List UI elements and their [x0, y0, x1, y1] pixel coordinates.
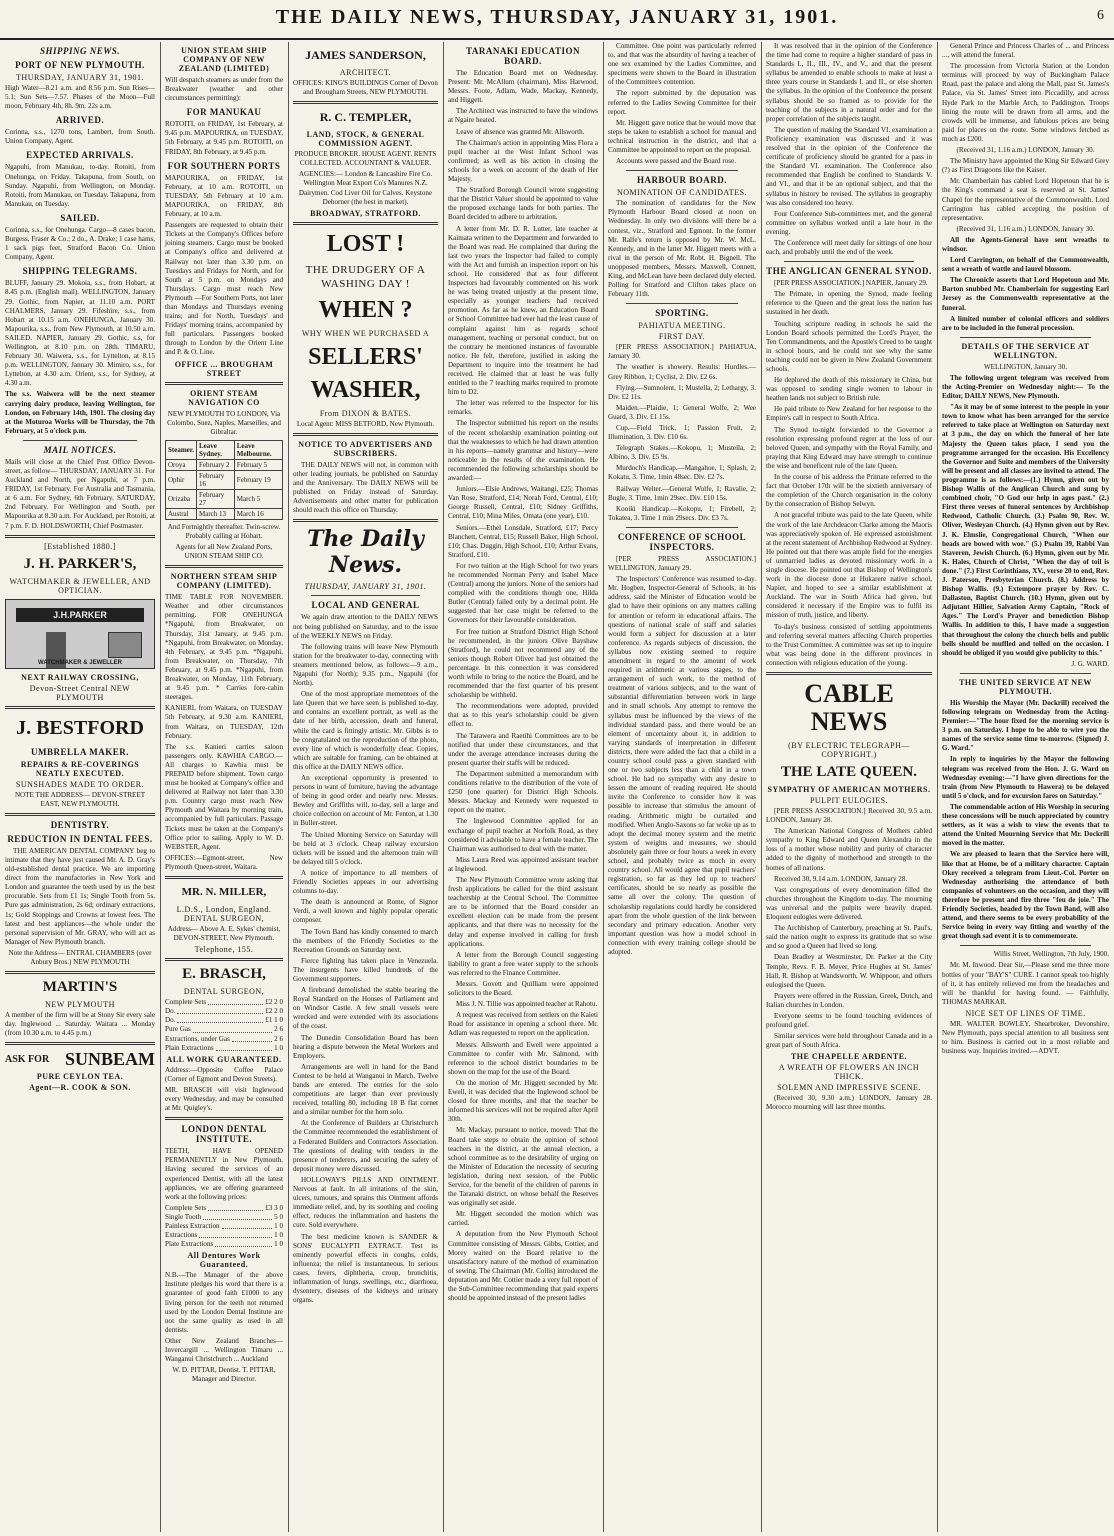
shipping-news-heading: SHIPPING NEWS. [39, 46, 120, 56]
miller-name: MR. N. MILLER, [181, 886, 267, 898]
pure-ceylon: PURE CEYLON TEA. [36, 1072, 124, 1082]
list-item: The report submitted by the deputation was referred to the Ladies Sewing Committee for their report. [608, 89, 756, 116]
ldi-branches: Other New Zealand Branches— Invercargill ... Wellington Timaru ... Wanganui Christchurch ... Auckland [165, 1336, 283, 1364]
sunbeam-ad [5, 1049, 155, 1070]
synod-heading: THE ANGLICAN GENERAL SYNOD. [766, 266, 932, 277]
ldi-fees [165, 1204, 283, 1249]
list-item: Maiden.—Plaidie, 1; General Wolfe, 2; Wee Guard, 3. Div. £1 15s. [608, 403, 756, 421]
expected-heading: EXPECTED ARRIVALS. [26, 150, 134, 161]
port-date: THURSDAY, JANUARY 31, 1901. [16, 73, 144, 82]
northern-offices: OFFICES:—Egmont-street, New Plymouth Queen-street, Waitara. [165, 853, 283, 871]
orient-route: NEW PLYMOUTH TO LONDON, Via Colombo, Suez, Naples, Marseilles, and Gibraltar. [167, 409, 281, 436]
northern-heading: NORTHERN STEAM SHIP COMPANY (LIMITED). [170, 572, 278, 591]
list-item: Prayers were offered in the Russian, Greek, Dutch, and Italian churches in London. [766, 991, 932, 1009]
notice-heading: NOTICE TO ADVERTISERS AND SUBSCRIBERS. [298, 439, 433, 458]
list-item: A letter from the Borough Council suggesting liability to grant a free water supply to the schools was referred to the Finance Committee. [448, 950, 598, 977]
list-item: The Inspectors' Conference was resumed to-day. Mr. Hogben, Inspector-General of Schools, in his address, said the Minister of Education would be glad to have their opinions on any matters calling for attention or reform in educational affairs. The questions of national scale of staff and salaries would form a subject for discussion at a later conference. As regards subjects of discussion, the syllabus now existing seemed to require amendment in regard to the amount of work required in arithmetic at various stages, to the arrangement of such work, to the method of treatment of various subjects, and to the want of substantial differentiation between work in large and in small schools. Any attempt to remove the syllabus must be influenced by the views of the individual standard pass, and there would be an element of uncertainty about it, in addition to varying standards of interpretation in different districts, there were added the fact that a child in a country school could pass a given standard with one or two subjects less than a child in a town school. He had no sympathy with any desire to lessen the amount of reading required. He should invite the Conference to consider how it was possible to increase that stimulus the amount of reading. Arithmetic might be curtailed and modified. When Anglo-Saxons so far woke up as to adopt the decimal money system and the metric system of weights and measures, we should absolutely gain three or four hours a week in every school, and probably twice as much in every country school. All would agree that pupil teachers' registration, so far as they led up to teachers' certificates, should be so nearly as possible the same all over the colony. The question of scholarship regulations could hardly be considered apart from the whole question of the link between secondary and primary education. Another very important question was how a model school in connection with every training college should be adopted. [608, 575, 756, 956]
list-item: The Stratford Borough Council wrote suggesting that the District Valuer should be appointed to value the proposed exchange lands for both parties. The Board decided to adhere to arbitration. [448, 186, 598, 222]
list-item: [PER PRESS ASSOCIATION.] WELLINGTON, January 29. [608, 554, 756, 573]
sporting-heading: SPORTING. [655, 308, 709, 319]
lord-carrington-text: Lord Carrington, on behalf of the Commonwealth, sent a wreath of wattle and laurel blossom. [942, 256, 1109, 274]
list-item: J. G. WARD. [1071, 659, 1109, 668]
local-agent: Local Agent: MISS BETFORD, New Plymouth. [296, 419, 435, 428]
column-6 [761, 42, 937, 1532]
tides: High Water—8.21 a.m. and 8.56 p.m. Sun Rises—5.1; Sun Sets—7.57. Phases of the Moon—Full moon, February 4th, 8h. 9m. 22s a.m. [5, 84, 155, 111]
list-item: Messrs. Govett and Quilliam were appointed solicitors to the Board. [448, 980, 598, 998]
ldi-notice: N.B.—The Manager of the above Institute pledges his word that there is a guarantee of good faith £1000 to any living person for the teeth not returned used by the London Dental Institute are not the same quality as used in all dentists. [165, 1271, 283, 1334]
parker-address: Devon-Street Central NEW PLYMOUTH [29, 683, 131, 702]
list-item: The following trains will leave New Plymouth station for the breakwater to-day, connecting with steamers mentioned below, as follows:—9 a.m., Ngapuhi (for North); 9.35 p.m., Ngapuhi (for North). [293, 642, 438, 688]
brasch-address: Address:—Opposite Coffee Palace (Corner of Egmont and Devon Streets). [165, 1065, 283, 1083]
list-item: The letter was referred to the Inspector for his remarks. [448, 399, 598, 417]
harbour-board-text: The nomination of candidates for the New Plymouth Harbour Board closed at noon on Wednesday. In only two divisions will there be a contest, viz., Stratford and Egmont. In the former Mr. Ralfe's return is opposed by Mr. W. McL. Kennedy, and in the latter Mr. Higgett meets with a rival in the person of Mr. Robt. H. Bignell. The unopposed members, Messrs. Maxwell, Connett, King, and McLean have been declared duly elected. Polling for Stratford and Clifton takes place on February 11th. [608, 199, 756, 299]
american-mothers-heading: SYMPATHY OF AMERICAN MOTHERS. [767, 785, 931, 794]
education-board-heading: TARANAKI EDUCATION BOARD. [466, 46, 580, 66]
parker-shop-engraving [5, 599, 155, 669]
parker-name: J. H. PARKER'S, [23, 555, 137, 572]
list-item: Kooiki Handicap.—Kokopu, 1; Firebell, 2; Tokatea, 3. Time 1 min 29secs. Div. £3 7s. [608, 504, 756, 522]
sanderson-title: ARCHITECT. [339, 68, 392, 77]
list-item: A deputation from the New Plymouth School Committee consisting of Messrs. Gibbs, Cottier, and Morey waited on the Board relative to the unsatisfactory nature of the method of examination of sewing. The Chairman (Mr. Collis) introduced the deputation and Mr. Cottier made a very full report of the Sub-Committee recommending that paid experts should be appointed instead of the present ladies [448, 1230, 598, 1303]
local-general-heading: LOCAL AND GENERAL [311, 600, 420, 611]
list-item: The Inspector submitted his report on the results of the recent scholarship examination pointing out that the weaknesses to which he had drawn attention in his reports—namely grammar and history—were noticeable in the results of the examination. He recommended the following scholarships should be awarded:— [448, 419, 598, 483]
list-item: The Archbishop of Canterbury, preaching at St. Paul's, said the nation ought to express its gratitude that so wise and so good a Queen had lived so long. [766, 924, 932, 951]
agents-general-text: All the Agents-General have sent wreaths to windsor. [942, 235, 1109, 253]
table-row: Oroya February 2 February 5 [166, 459, 283, 470]
list-item: The recommendations were adopted, provided that as to this year's scholarship could be given effect to. [448, 702, 598, 729]
ministry-text: The Ministry have appointed the King Sir Edward Grey (?) as First Dragoons like the Kaiser. [942, 157, 1109, 175]
list-item: Plain Extractions 1 0 [165, 1043, 283, 1052]
list-item: Murdoch's Handicap.—Mangahoe, 1; Splash, 2; Kokatu, 3. Time, 1min 48sec. Div. £2 7s. [608, 464, 756, 482]
list-item: It was resolved that in the opinion of the Conference the time had come to require a higher standard of pass in Standards I., II., III., IV., and V., and that the present syllabus be amended to enable schools to make at least a three years course in Standards I. and II., or else shorten the syllabus. In the opinion of the Conference the present syllabus should be so framed as to provide for the teaching of the subjects in a natural order and for the proper correlation of the subjects taught. [766, 42, 932, 123]
brasch-visit: MR. BRASCH will visit Inglewood every Wednesday, and may be consulted at Mr. Quigley's. [165, 1085, 283, 1113]
list-item: He paid tribute to New Zealand for her response to the Empire's call in respect to South Africa. [766, 405, 932, 423]
list-item: At the Conference of Builders at Christchurch the Committee recommended the establishment of a Federated Builders and Contractors Association. The questions of dealing with tenders in the presence of tenderers, and securing the safety of deposit money were discussed. [293, 1119, 438, 1173]
limited-officers-text: A limited number of colonial officers and soldiers are to be included in the funeral procession. [942, 314, 1109, 332]
first-day: FIRST DAY. [658, 332, 706, 342]
cable-news-subheading: (BY ELECTRIC TELEGRAPH—COPYRIGHT.) [788, 741, 910, 759]
list-item: The best medicine known is SANDER & SONS' EUCALYPTI EXTRACT. Test its eminently powerful effects in coughs, colds, influenza; the relief is instantaneous. In serious cases, fevers, diphtheria, croup, bronchitis, inflammation of lungs, swellings, etc., diarrhoea, dysentery, diseases of the kidneys and urinary organs. [293, 1232, 438, 1305]
column-4 [443, 42, 603, 1532]
list-item: For two tuition at the High School for two years he recommended Norman Perry and Isabel Mace (Central) among the juniors. None of the seniors had complied with the conditions though one, Hilda Butler (Central) failed only by a decimal point. He suggested that her case might be referred to the Governors for their favourable consideration. [448, 561, 598, 625]
daily-news-date: THURSDAY, JANUARY 31, 1901. [304, 582, 427, 592]
lost-heading: LOST ! [326, 230, 405, 257]
pulpit-eulogies: PULPIT EULOGIES. [809, 796, 889, 805]
umbrella-maker: UMBRELLA MAKER. [30, 746, 129, 757]
list-item: Dean Bradley at Westminster, Dr. Parker at the City Temple, Revs. F. B. Meyer, Price Hughes at St. James' Hall, R. Bishop at Wandsworth, W. Whippoor, and others eulogised the Queen. [766, 953, 932, 989]
waiwera-notice: The s.s. Waiwera will be the next steamer carrying dairy produce, leaving Wellington, for London, on February 14th, 1901. The closing day at the Moturoa Works will be Thursday, the 7th February, at 5 o'clock p.m. [5, 390, 155, 435]
dixon-bates: From DIXON & BATES. [319, 408, 412, 418]
list-item: Seniors.—Ethel Lonsdale, Stratford, £17; Percy Blanchett, Central, £15; Russell Baker, High School, £10; Chas. Duggin, High School, £10; Arthur Evans, Stratford, £10. [448, 523, 598, 559]
inspectors-heading: CONFERENCE OF SCHOOL INSPECTORS. [617, 531, 747, 552]
ldi-guarantee: All Dentures Work Guaranteed. [187, 1251, 261, 1270]
list-item: The Conference will meet daily for sittings of one hour each, and probably until the end of the week. [766, 238, 932, 257]
willis-street: Willis Street, Wellington, 7th July, 1900. [993, 950, 1109, 959]
list-item: The Tarawera and Raetihi Committees are to be notified that under these circumstances, and that under the average attendance increases during the present quarter their staffs will be reduced. [448, 731, 598, 767]
brasch-fees [165, 998, 283, 1053]
chapelle-text: (Received 30, 9.30 a.m.) LONDON, January 28. Morocco mourning will last three months. [766, 1094, 932, 1112]
list-item: To-day's business consisted of settling appointments and referring several matters affecting Church properties to the Trust Committee. A committee was set up to inquire what was being done in the different provinces in connection with religious education of the young. [766, 622, 932, 667]
list-item: The Inglewood Committee applied for an exchange of pupil teacher at Norfolk Road, as they considered it advisable to have a female teacher. The Chairman was authorised to deal with the matter. [448, 817, 598, 853]
bestford-address: NOTE THE ADDRESS— DEVON-STREET EAST, NEW PLYMOUTH. [14, 790, 146, 808]
bestford-name: J. BESTFORD [16, 716, 144, 739]
washer-heading: WASHER, [310, 376, 421, 403]
expected-text: Ngapuhi, from Manukau, to-day. Rotoiti, from Onehunga, on Friday. Takapuna, from South, on Sunday. Ngapuhi, from Wellington, on Monday. Rotoiti, from Manukau, on Tuesday. Takapuna, from Manukau, on Tuesday. [5, 163, 155, 208]
miller-telephone: Telephone, 155. [194, 945, 254, 955]
list-item: Cup.—Field Trick, 1; Passion Fruit, 2; Illumination, 3. Div. £10 6s. [608, 424, 756, 442]
list-item: A request was received from settlers on the Kaieti Road for assistance in opening a school there. Mr. Adlam was requested to report on the application. [448, 1011, 598, 1038]
solemn-heading: SOLEMN AND IMPRESSIVE SCENE. [777, 1083, 921, 1093]
list-item: Similar services were held throughout Canada and in a great part of South Africa. [766, 1032, 932, 1050]
list-item: For free tuition at Stratford District High School he recommended, in the juniors Olive Bayshaw (Stratford), he could not recommend any of the seniors though Robert Oliver had just obtained the percentage. In this connection it was considered worth while to bring to the notice the Board, and he recommended that the first quarter of his present scholarship be withheld. [448, 627, 598, 700]
harbour-board-subheading: NOMINATION OF CANDIDATES. [616, 188, 748, 198]
list-item: The New Plymouth Committee wrote asking that fresh applications be called for the third assistant teachership at the Central School. The Committee are to be informed that the Board consider an excellent election can be made from the present applicants, and that there was no necessity for the delay and expense involved in calling for fresh applications. [448, 875, 598, 948]
established-label: [Established 1880.] [44, 541, 116, 551]
list-item: Received 30, 9.14 a.m. LONDON, January 28. [774, 874, 908, 883]
list-item: A notice of importance to all members of Friendly Societies appears in our advertising columns to-day. [293, 868, 438, 896]
list-item: We again draw attention to the DAILY NEWS not being published on Saturday, and to the issue of the WEEKLY NEWS on Friday. [293, 613, 438, 640]
union-passenger-text: Passengers are requested to obtain their Tickets at the Company's Offices before joining steamers. Cargo must be booked at Company's office and delivered at Railway not later than 3.30 p.m. on Tuesdays and Fridays for North, and for South at 5 p.m. on Mondays and Thursdays. Cargo must reach New Plymouth —For Southern Ports, not later than Mondays and Thursdays evening trains; and for North, Tuesdays' and Fridays' morning trains, accompanied by full particulars. Passengers booked through to London by the Orient Line and P. & O. Line. [165, 221, 283, 357]
martins-heading: MARTIN'S [42, 979, 118, 996]
list-item: One of the most appropriate mementoes of the late Queen that we have seen is published to-day, and contains an excellent portrait, as well as the date of her birth, accession, death and funeral, while the card is fittingly artistic. Mr. Gibbs is to be congratulated on the reproduction of the photo, every line of which is wonderfully clear. Copies, which are suitable for framing, can be obtained at this office at the DAILY NEWS office. [293, 690, 438, 771]
list-item: [PER PRESS ASSOCIATION.] NAPIER, January 29. [774, 279, 928, 288]
sanderson-offices: OFFICES: KING'S BUILDINGS Corner of Devon and Brougham Streets, NEW PLYMOUTH. [293, 79, 438, 97]
chamberlain-text: Mr. Chamberlain has cabled Lord Hopetoun that he is the King's command a seat is reserved at St. James' Chapel for the representative of the Commonwealth. Lord Carrington has cabled accepting the position of representative. [942, 177, 1109, 222]
list-item: The Department submitted a memorandum with conditions relative to the distribution of the vote of £250 (one quarter) for District High Schools. Messrs. Mackay and Kennedy were requested to report on the matter. [448, 769, 598, 815]
list-item: The United Morning Service on Saturday will be held at 3 o'clock. Cheap railway excursion tickets will be issued and the afternoon train will be delayed till 5 o'clock. [293, 830, 438, 866]
received-line-2: (Received 31, 1.16 a.m.) LONDON, January 30. [956, 224, 1095, 233]
list-item: On the motion of Mr. Higgett seconded by Mr. Ewell, it was decided that the Inglewood school be closed for three months, and that the teacher be informed his services will not be required after April 30th. [448, 1078, 598, 1124]
table-row: Austral March 13 March 16 [166, 508, 283, 519]
list-item: Arrangements are well in hand for the Band Contest to be held at Wanganui in March. Twelve bands are entered. The entries for the solo competitions are larger than ever previously received, totalling 80, including 18 B flat cornet and a similar number for the horn solo. [293, 1062, 438, 1117]
list-item: Painless Extraction 1 0 [165, 1221, 283, 1230]
page-number: 6 [1097, 8, 1104, 23]
list-item: A firebrand demolished the stable bearing the Royal Standard on the Houses of Parliament and on Windsor Castle. A few small vessels were wrecked and were extended with its associations of the coast. [293, 986, 438, 1031]
sailed-text: Corinna, s.s., for Onehunga. Cargo—8 cases bacon, Burgess, Fraser & Co.; 2 do., A. Drake; 1 case hams, 1 sack pigs feet, Stratford Bacon Co. Union Company, Agent. [5, 225, 155, 262]
list-item: Flying.—Sumnolent, 1; Mustella, 2; Lethargy, 3. Div. £2 11s. [608, 383, 756, 401]
list-item: In the course of his address the Primate referred to the fact that October 17th will be the sixtieth anniversary of the completion of the Church organisation in the colony by the consecration of Bishop Selwyn. [766, 473, 932, 509]
orient-sailings-table [165, 440, 283, 520]
harbour-board-heading: HARBOUR BOARD. [636, 175, 727, 186]
list-item: Miss J. N. Tillie was appointed teacher at Rahotu. [456, 1000, 598, 1009]
list-item: Do. £1 1 0 [165, 1016, 283, 1025]
list-item: [PER PRESS ASSOCIATION.] PAHIATUA, January 30. [608, 343, 756, 361]
railway-crossing: NEXT RAILWAY CROSSING, [21, 672, 139, 682]
chapelle-heading: THE CHAPELLE ARDENTE. [790, 1052, 908, 1062]
shipping-telegrams-text: BLUFF, January 29. Mokoia, s.s., from Hobart, at 8.45 p.m. (English mail). WELLINGTON, January 29. Gothic, from Napier, at 11.10 a.m. PORT CHALMERS, January 29. Fifeshire, s.s., from Hobart at 10.15 a.m. ONEHUNGA, January 30. Mapourika, s.s., from New Plymouth, at 10.50 a.m. SAILED. NAPIER, January 29. Gothic, s.s, for Wellington, at 8.10 p.m. on 28th. TIMARU, February 30. Waiwera, s.s., for Lyttelton, at 8.15 p.m. WELLINGTON, January 30. Mimiro, s.s., for Lyttelton, at 4.30 a.m. Orient, s.s., for Sydney, at 4.30 a.m. [5, 279, 155, 388]
list-item: The procession from Victoria Station at the London terminus will proceed by way of Buckingham Palace Road, past the palace and along the Mall, past St. James's Palace, via St. James' Street into Piccadilly, and across Hyde Park to the Marble Arch, to Paddington. Troops lining the route will be drawn from all arms, and the crowds will be immense, and fabulous prices are being paid for places on the route. Some windows fetched as much as £200. [942, 62, 1109, 143]
list-item: The Synod to-night forwarded to the Governor a resolution expressing profound regret at the loss of our beloved Queen, and sympathy with the Royal Family, and praying that King Edward may have strength to continue the wise and beneficent rule of the late Queen. [766, 425, 932, 470]
southern-text: MAPOURIKA, on FRIDAY, 1st February, at 10 a.m. ROTOITI, on TUESDAY, 5th February at 10 a.m. MAPOURIKA, on FRIDAY, 8th February, at 10 a.m. [165, 173, 283, 219]
column-1 [0, 42, 160, 1532]
mail-notices-text: Mails will close at the Chief Post Office Devon-street, as follow— THURSDAY, JANUARY 31. For Auckland and North, per Ngapuhi, at 7 p.m. FRIDAY, 1st February. For Australia and Tasmania, at 6 a.m. For Sydney, 6th February. SATURDAY, 2nd February. For Wellington and South, per Mapourika at 8.30 a.m. For Auckland, per Rotoiti, at 7 p.m. F. D. HOLDSWORTH, Chief Postmaster. [5, 457, 155, 530]
when-heading: WHEN ? [318, 296, 413, 323]
miller-address: Address— Above A. E. Sykes' chemist, DEVON-STREET, New Plymouth. [167, 925, 281, 943]
manukau-text: ROTOITI, on FRIDAY, 1st February, at 9.45 p.m. MAPOURIKA, on TUESDAY, 5th February, at 9.45 p.m. ROTOITI, on FRIDAY, 8th February, at 9.45 p.m. [165, 120, 283, 156]
shop-sign-lower: WATCHMAKER & JEWELLER [38, 659, 122, 666]
orient-fortnightly: And Fortnightly thereafter. Twin-screw. Probably calling at Hobart. [167, 522, 281, 540]
list-item: Miss Laura Reed was appointed assistant teacher at Inglewood. [448, 855, 598, 873]
ldi-intro: TEETH, HAVE OPENED PERMANENTLY in New Plymouth. Having secured the services of an experienced Dentist, with all the latest appliances, we are offering guaranteed work at the following prices: [165, 1147, 283, 1201]
list-item: A not graceful tribute was paid to the late Queen, while the work of the late Archdeacon Clarke among the Maoris was appreciatively spoken of. He expressed astonishment at the recent statement of Archbishop Redwood at Sydney. He pointed out that there was ample field for the energies of unmarried ladies as devoted missionary work in a single diocese. He pointed out that Bishop of Wellington's work in the diocese done at Hukarere native school, Napier, and hoped to see a similar establishment at Auckland. The war in South Africa had given, but considered it necessary if the Empire was to fulfil its mission of truth, justice, and liberty. [766, 511, 933, 620]
list-item: WELLINGTON, January 30. [983, 362, 1067, 371]
list-item: Plate Extractions 1 0 [165, 1240, 283, 1249]
list-item: In reply to inquiries by the Mayor the following telegram was received from the Hon. J. G. Ward on Wednesday evening:—"I have given directions for the train (from New Plymouth to Hawera) to be delayed until 5 o'clock, and for excursion fares on Saturday." [942, 755, 1109, 800]
details-heading: DETAILS OF THE SERVICE AT WELLINGTON. [961, 341, 1090, 360]
northern-text: TIME TABLE FOR NOVEMBER. Weather and other circumstances permitting. FOR ONEHUNGA *Ngapuhi, from Breakwater, on Thursday, 31st January, at 9.45 p.m. *Ngapuhi, from Breakwater, on Monday, 4th February, at 9.45 p.m. *Ngapuhi, from Breakwater, on Thursday, 7th February, at 9.45 p.m. *Ngapuhi, from Breakwater, on Monday, 11th February, at 9.45 p.m. * Carries fore-cabin steerages. [165, 593, 283, 702]
column-5 [603, 42, 761, 1532]
list-item: The Primate, in opening the Synod, made feeling reference to the Queen and the great loss the nation has sustained in her death. [766, 290, 932, 317]
list-item: The Education Board met on Wednesday. Present: Mr. McAllum (chairman), Miss Harwood, Messrs. Foote, Adlam, Wade, Mackay, Kennedy, and Higgett. [448, 69, 598, 105]
list-item: Juniors.—Elsie Andrews, Waitangi, £25; Thomas Van Rose, Stratford, £14; Norah Ford, Central, £10; George Russell, Central, £10; Sidney Griffiths, Central, £10; Mina Miles, Omata (one year), £10. [448, 485, 598, 521]
list-item: Mr. Higgett seconded the motion which was carried. [448, 1210, 598, 1228]
notice-text: THE DAILY NEWS will not, in common with other leading journals, be published on Saturday and the Anniversary. The DAILY NEWS will be published on Friday instead of Saturday. Advertisements and other matter for publication should reach this office on Thursday. [293, 460, 438, 515]
list-item: His Worship the Mayor (Mr. Dockrill) received the following telegram on Wednesday from the Acting-Premier:—"The hour fixed for the morning service is 3 p.m. on Saturday. I hope to be able to wire you the names of the service some time to-morrow. (Signed) J. G. Ward." [942, 698, 1109, 753]
brasch-name: E. BRASCH, [182, 966, 266, 983]
dentistry-address: Note the Address— ENTRAL CHAMBERS (over Anbury Bros.) NEW PLYMOUTH [8, 948, 152, 966]
list-item: The Dunedin Consolidation Board has been hearing a dispute between the Metal Workers and Employers. [293, 1033, 438, 1060]
why-line: WHY WHEN WE PURCHASED A [301, 328, 430, 338]
column-3 [288, 42, 443, 1532]
martins-town: NEW PLYMOUTH [45, 1000, 115, 1010]
list-item: A letter from Mr. D. R. Lutter, late teacher at Kaimata written to the Department and forwarded to the Board was read. He complained that during the last two years the Inspector had failed to comply with the Act and furnish an inspection report on his school. He considered that as four different Inspectors had favourably commented on his work he was being treated unjustly at the present time, especially as younger teachers had received promotion. As far as he knew, an Education Board or School Committee had ever had the least cause of complaint against him as regards school management, teaching or personal conduct, but on the contrary he mentioned instances of favourable notice. He felt, therefore, justified in asking the Department to inquire into the treatment he had received. He claimed that at least he was fully entitled to the 7 teaching marks required to promote him to D2. [448, 224, 598, 397]
column-2 [160, 42, 288, 1532]
templer-name: R. C. TEMPLER, [319, 110, 412, 125]
union-office: OFFICE ... BROUGHAM STREET [174, 359, 274, 378]
shop-sign: J.H.PARKER [16, 608, 144, 622]
united-service-heading: THE UNITED SERVICE AT NEW PLYMOUTH. [959, 677, 1092, 696]
list-item: Mr. Mackay, pursuant to notice, moved: That the Board take steps to obtain the opinion of school teachers in the district, at the annual election, a school committee as to the desirability of urging on the Minister of Education the necessity of securing legislation, during next session, of the Public Service, for the benefit of the children of parents in the Taranaki district, on whose behalf the Reserves was originally set aside. [448, 1126, 598, 1208]
union-intro: Will despatch steamers as under from the Breakwater (weather and other circumstances permitting): [165, 76, 283, 103]
list-item: Touching scripture reading in schools he said the London Board schools permitted the Lord's Prayer, the Ten Commandments, and the Apostle's Creed to be taught in school hours, and he could not see why the same teaching could not be given in New Zealand Government schools. [766, 319, 932, 373]
list-item: The weather is showery. Results: Hurdles.—Grey Ribbon, 1; Cyclist, 2. Div. £2 6s. [608, 363, 756, 381]
pahiatua-heading: PAHIATUA MEETING. [638, 321, 726, 331]
list-item: "As it may be of some interest to the people in your town to know what has been arranged for the service referred to take place at Wellington on Saturday next at 3 p.m., the day on which the funeral of her late Majesty the Queen takes place, I send you the programme arranged for the occasion. His Excellency the Governor and Suite and members of the University will be present and all classes are invited to attend. The programme is as follows:—(1.) Hymn, given out by Bishop Wallis of the Anglican Church and sung by combined choir, "O God our help in ages past." (2.) First three verses of funeral sentences by Archbishop Redwood, Catholic Church. (3.) Psalm 90, Rev. W. Oliver, Wesleyan Church. (4.) Hymn given out by Rev. J. K. Elmslie, Congregational Church, "When our heads are bowed with woe." (5.) Psalm 39, Rabbi Van Staveren, Jewish Church. (6.) Hymn, given out by Mr. K. Hales, Church of Christ, "When the day of toil is done." (7.) First Corinthians, XV., verse 20 to end, Rev. J. Paterson, Presbyterian Church. (8.) Address by Bishop Wallis. (9.) Extempore prayer by Rev. C. Dallaston, Baptist Church. (10.) Hymn, given out by Adjutant Hillier, Salvation Army Captain, "Rock of Ages." The Lord's Prayer and benediction Bishop Wallis. In addition to this, I have made a suggestion that throughout the colony the church bells and public bells should be muffled and tolled on the occasion. I should be obliged if you would give publicity to this." [942, 403, 1109, 657]
sailed-heading: SAILED. [60, 212, 100, 223]
list-item: The following urgent telegram was received from the Acting-Premier on Wednesday night:— To the Editor, DAILY NEWS, New Plymouth. [942, 373, 1109, 401]
list-item: The question of making the Standard VI. examination a Proficiency examination was discussed and it was resolved that in the opinion of the Conference the certificate of proficiency should be granted for a pass in the Standard VI. examination. The Conference also recommended that English be confined to Standards V. and VI., and that it be an optional subject, and that the syllabus in history be revised. The syllabus in geography was also considered too heavy. [766, 125, 932, 207]
column-7 [937, 42, 1114, 1532]
arrived-text: Corinna, s.s., 1270 tons, Lambert, from South. Union Company, Agent. [5, 128, 155, 146]
list-item: Do. £2 2 0 [165, 1007, 283, 1016]
cable-news-heading: CABLE NEWS [804, 679, 894, 736]
sanderson-name: JAMES SANDERSON, [305, 48, 426, 62]
templer-agencies: AGENCIES:— London & Lancashire Fire Co. Wellington Meat Export Co's Manures N.Z. Dairymen. Cod Liver Oil for Calves. Keystone Dehorner (the best in market). [298, 170, 433, 206]
list-item: Four Conference Sub-committees met, and the general committee on syllabus worked until a late hour in the evening. [766, 209, 932, 236]
masthead [0, 0, 1114, 40]
list-item: The American National Congress of Mothers cabled sympathy to King Edward and Queen Alexandra in the loss of a mother whose nobility and purity of character added to the dignity of motherhood and strength to the homes of all nations. [766, 827, 932, 872]
ask-for: ASK FOR [5, 1054, 50, 1066]
brasch-title: DENTAL SURGEON, [183, 987, 265, 997]
daily-news-title: The Daily News. [307, 526, 424, 579]
dentistry-text: THE AMERICAN DENTAL COMPANY beg to intimate that they have just caused Mr. A. D. Gray's old-established dental practice. We are importing direct from the manufactories in New York and London and guarantee the teeth used by us the best procurable. Sets from £1 1s; Single Tooth from 5s. Pure gas administration, 2s 6d; ordinary extractions, 1s; Gold Stoppings and Crowns at lowest fees. The latest and best appliances—the whole under the personal supervision of Mr. GRAY, who will act as Manager of New Plymouth branch. [5, 846, 155, 946]
list-item: [PER PRESS ASSOCIATION.] Received 30, 9.5 a.m. LONDON, January 28. [766, 807, 932, 825]
templer-title: LAND, STOCK, & GENERAL COMMISSION AGENT. [306, 130, 425, 149]
shop-window [108, 632, 142, 658]
list-item: Committee. One point was particularly referred to, and that was the absurdity of having a teacher of one sex examined by the Ladies Committee, and specimens were shown to the Board in illustration of the Committee's contention. [608, 42, 756, 87]
orient-agents: Agents for all New Zealand Ports, UNION STEAM SHIP CO. [175, 543, 273, 561]
list-item: Extractions, under Gas 2 6 [165, 1034, 283, 1043]
list-item: Pure Gas 2 6 [165, 1025, 283, 1034]
list-item: The Chairman's action in appointing Miss Flora a pupil teacher at the West Infant School was confirmed; as well as his action in closing the schools for a week on account of the death of Her Majesty. [448, 138, 598, 184]
shipping-telegrams-heading: SHIPPING TELEGRAMS. [22, 266, 138, 277]
drudgery-line: THE DRUDGERY OF A WASHING DAY ! [305, 263, 426, 290]
received-line: (Received 31, 1.16 a.m.) LONDON, January 30. [956, 146, 1095, 155]
list-item: Single Tooth 5 0 [165, 1212, 283, 1221]
list-item: Extractions 1 0 [165, 1231, 283, 1240]
martins-text: A member of the firm will be at Stony Sir every sale day. Inglewood ... Saturday. Waitara ... Monday (from 10.30 a.m. to 4.45 p.m.) [5, 1011, 155, 1038]
chronicle-text: The Chronicle asserts that Lord Hopetoun and Mr. Barton snubbed Mr. Chamberlain for suggesting Earl Jersey as the Commonwealth representative at the funeral. [942, 276, 1109, 312]
list-item: HOLLOWAY'S PILLS AND OINTMENT. Nervous at fault. In all irritations of the skin, ulcers, tumours, and sprains this Ointment affords immediate relief, and, by its soothing and cooling effect, reduces the inflammation and hastens the cure. Sold everywhere. [293, 1175, 438, 1230]
list-item: Leave of absence was granted Mr. Allsworth. [456, 127, 585, 136]
sunshades-line: SUNSHADES MADE TO ORDER. [15, 779, 145, 789]
list-item: The commendable action of His Worship in securing these concessions will be much appreciated by country settlers, as it was a wish to view the events that to attend the United Mourning Service that Mr. Dockrill moved in the matter. [942, 802, 1109, 848]
mail-notices-heading: MAIL NOTICES. [43, 444, 117, 455]
templer-address: BROADWAY, STRATFORD. [310, 208, 421, 218]
list-item: General Prince and Princess Charles of ... and Princess ..., will attend the funeral. [942, 42, 1109, 60]
list-item: Fierce fighting has taken place in Venezuela. The insurgents have killed hundreds of the Government supporters. [293, 956, 438, 983]
list-item: Messrs. Allsworth and Ewell were appointed a Committee to confer with Mr. Salmond, with reference to the school district boundaries to be shown on the map for the use of the Board. [448, 1040, 598, 1076]
templer-services: PRODUCE BROKER. HOUSE AGENT. RENTS COLLECTED. ACCOUNTANT & VALUER. [294, 150, 437, 168]
sunbeam-brand: SUNBEAM [64, 1049, 155, 1070]
lines-heading: NICE SET OF LINES OF TIME. [965, 1008, 1086, 1018]
kanieri-notes: The s.s. Kanieri carries saloon passengers only. KAWHIA CARGO.—All charges to Kawhia must be PREPAID before shipment. Town cargo must be booked at Company's office and delivered at Railway not later than 3.30 p.m. Country cargo must reach New Plymouth and Waitara by morning train, accompanied by full particulars. Passage Tickets must be taken at the Company's Office prior to sailing. Apply to W. D. WEBSTER, Agent. [165, 742, 283, 851]
port-heading: PORT OF NEW PLYMOUTH. [15, 60, 145, 70]
miller-title: L.D.S., London, England. DENTAL SURGEON, [176, 905, 272, 923]
list-item: Accounts were passed and the Board rose. [616, 157, 736, 166]
list-item: The death is announced at Rome, of Signor Verdi, a well known and highly popular operatic composer. [293, 898, 438, 925]
ldi-signature: W. D. PITTAR, Dentist. T. PITTAR, Manager and Director. [172, 1366, 276, 1384]
masthead-title: THE DAILY NEWS, THURSDAY, JANUARY 31, 1901. [275, 6, 839, 28]
union-heading: UNION STEAM SHIP COMPANY OF NEW ZEALAND (LIMITED) [178, 46, 270, 73]
ldi-heading: LONDON DENTAL INSTITUTE. [181, 1124, 267, 1145]
kanieri-text: KANIERI, from Waitara, on TUESDAY 5th February, at 9.30 a.m. KANIERI, from Waitara, on TUESDAY, 12th February. [165, 704, 283, 740]
list-item: Complete Sets £3 3 0 [165, 1203, 283, 1212]
southern-heading: FOR SOUTHERN PORTS [167, 160, 281, 171]
dentistry-heading: DENTISTRY. [50, 819, 110, 830]
table-row: Orizaba February 27 March 5 [166, 489, 283, 508]
list-item: Vast congregations of every denomination filled the churches throughout the Kingdom to-day. The mourning was universal and the pulpits were heavily draped. Eloquent eulogies were delivered. [766, 885, 932, 922]
list-item: Telegraph Stakes.—Kokopu, 1; Mustella, 2; Albino, 3. Div. £5 9s. [608, 444, 756, 462]
repairs-line: REPAIRS & RE-COVERINGS NEATLY EXECUTED. [20, 759, 140, 778]
list-item: Everyone seems to be found touching evidences of profound grief. [766, 1011, 932, 1030]
reduction-heading: REDUCTION IN DENTAL FEES. [7, 833, 153, 844]
list-item: He deplored the death of this missionary in China, but was opposed to sending single women to labour in heathen lands not subject to British rule. [766, 376, 932, 403]
table-row: Steamer. Leave Sydney. Leave Melbourne. [166, 440, 283, 459]
arrived-heading: ARRIVED. [55, 115, 105, 126]
orient-heading: ORIENT STEAM NAVIGATION CO [188, 388, 260, 407]
parker-trade: WATCHMAKER & JEWELLER, AND OPTICIAN. [9, 576, 151, 595]
bowley-text: MR. WALTER BOWLEY, Shearbroker, Devonshire, New Plymouth, pays special attention to all business sent to him. Business is carried out in a most reliable and business way. Inquiries invited.—ADVT. [942, 1019, 1109, 1056]
list-item: An exceptional opportunity is presented to persons in want of furniture, having the advantage of being in good order and nearly new. Messrs. Bewley and Griffiths will, to-day, sell a large and choice collection on account of Mr. Fenton, at 1.30 in Buller-street. [293, 774, 438, 828]
wreath-heading: A WREATH OF FLOWERS AN INCH THICK. [778, 1063, 920, 1082]
late-queen-heading: THE LATE QUEEN. [780, 764, 917, 780]
sellers-heading: SELLERS' [308, 343, 423, 370]
manukau-heading: FOR MANUKAU [186, 107, 262, 118]
testimonial-text: Mr. M. Inwood. Dear Sir,—Please send me three more bottles of your "BAY'S" CURE. I cannot speak too highly of it, it has entirely relieved me from the headaches and will be thankful for having found. — Faithfully, THOMAS MARKAR. [942, 961, 1109, 1006]
list-item: We are pleased to learn that the Service here will, like that at Home, be of a military character. Captain Okey received a telegram from Lieut.-Col. Porter on Wednesday authorising the attendance of both companies of volunteers on the occasion, and they will therefore be present and fire three "feu de joie." The Friendly Societies, headed by the Town Band, will also attend, and there seems to be every probability of the Service being in every way fitting and worthy of the great though sad event it is to commemorate. [942, 850, 1109, 941]
list-item: The Architect was instructed to have the windows at Ngaire heated. [448, 107, 598, 125]
list-item: Mr. Higgett gave notice that he would move that steps be taken to establish a school for manual and technical instruction in the district, and that a Committee be appointed to report on the proposal. [608, 118, 756, 155]
list-item: Railway Welter.—General Wolfe, 1; Ravalie, 2; Bugle, 3. Time, 1min 29sec. Div. £10 15s. [608, 484, 756, 502]
sunbeam-agent: Agent—R. COOK & SON. [29, 1083, 131, 1093]
table-row: Ophir February 16 February 19 [166, 470, 283, 489]
list-item: Complete Sets £2 2 0 [165, 998, 283, 1007]
brasch-guarantee: ALL WORK GUARANTEED. [166, 1054, 282, 1064]
list-item: The Town Band has kindly consented to march the members of the Friendly Societies to the Recreation Grounds on Saturday next. [293, 927, 438, 954]
